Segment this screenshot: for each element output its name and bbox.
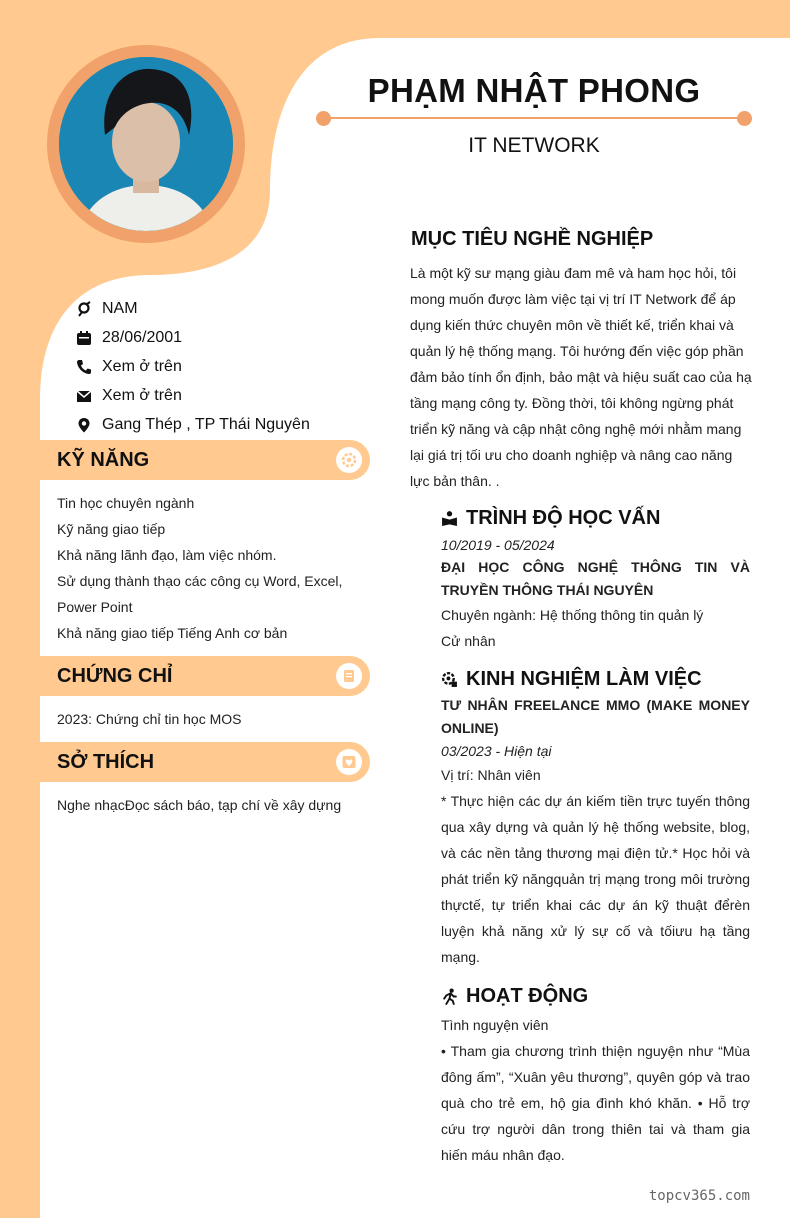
list-item: Kỹ năng giao tiếp xyxy=(57,521,166,537)
experience-entry xyxy=(441,694,750,970)
envelope-icon xyxy=(76,388,92,404)
book-reader-icon xyxy=(441,510,458,527)
email-value: Xem ở trên xyxy=(102,386,182,404)
list-item: Tin học chuyên ngành xyxy=(57,495,195,511)
objective-heading-text: MỤC TIÊU NGHỀ NGHIỆP xyxy=(411,228,654,250)
skills-heading: KỸ NĂNG xyxy=(57,449,150,471)
skills-list xyxy=(57,490,357,646)
hobbies-heading: SỞ THÍCH xyxy=(57,751,155,773)
certificates-heading: CHỨNG CHỈ xyxy=(57,665,173,687)
activities-heading xyxy=(441,985,588,1008)
certificates-list xyxy=(57,706,357,732)
email-row xyxy=(76,381,310,410)
experience-company: TƯ NHÂN FREELANCE MMO (MAKE MONEY ONLINE) xyxy=(441,697,750,736)
divider-dot-left xyxy=(316,111,331,126)
education-period: 10/2019 - 05/2024 xyxy=(441,537,555,553)
hobbies-text: Nghe nhạcĐọc sách báo, tạp chí về xây dựng xyxy=(57,797,342,813)
heart-icon xyxy=(341,754,357,770)
list-item: Khả năng lãnh đạo, làm việc nhóm. xyxy=(57,547,277,563)
gender-value: NAM xyxy=(102,299,138,317)
activities-heading-text: HOẠT ĐỘNG xyxy=(466,985,589,1007)
education-school: ĐẠI HỌC CÔNG NGHỆ THÔNG TIN VÀ TRUYỀN THÔNG THÁI NGUYÊN xyxy=(441,559,750,598)
certificates-badge xyxy=(336,663,362,689)
list-item: Sử dụng thành thạo các công cụ Word, Excel, Power Point xyxy=(57,573,343,615)
location-pin-icon xyxy=(76,417,92,433)
activities-entry xyxy=(441,1012,750,1168)
activities-description: • Tham gia chương trình thiện nguyện như “Mùa đông ấm”, “Xuân yêu thương”, quyên góp và trao quà cho trẻ em, hộ gia đình khó khăn. • Hỗ trợ cứu trợ người dân trong thiên tai và tham gia hiến máu nhân đạo. xyxy=(441,1043,750,1163)
skills-badge xyxy=(336,447,362,473)
candidate-name: PHẠM NHẬT PHONG xyxy=(367,72,701,109)
hobbies-section-header xyxy=(40,742,370,782)
experience-heading-text: KINH NGHIỆM LÀM VIỆC xyxy=(466,668,702,690)
title-divider xyxy=(324,117,744,119)
watermark-text: topcv365.com xyxy=(648,1188,750,1204)
calendar-icon xyxy=(76,330,92,346)
skills-section-header xyxy=(40,440,370,480)
education-heading-text: TRÌNH ĐỘ HỌC VẤN xyxy=(466,507,661,529)
education-entry xyxy=(441,534,750,654)
activities-role: Tình nguyện viên xyxy=(441,1017,549,1033)
phone-icon xyxy=(76,359,92,375)
birthdate-row xyxy=(76,323,310,352)
experience-period: 03/2023 - Hiện tại xyxy=(441,743,552,759)
list-item: 2023: Chứng chỉ tin học MOS xyxy=(57,711,242,727)
certificates-section-header xyxy=(40,656,370,696)
experience-heading xyxy=(441,668,702,691)
left-sidebar-strip xyxy=(0,0,40,1218)
objective-heading xyxy=(411,228,653,251)
avatar xyxy=(59,57,233,231)
avatar-person-icon xyxy=(59,57,233,231)
experience-description: * Thực hiện các dự án kiếm tiền trực tuyến thông qua xây dựng và quản lý hệ thống website, blog, và các nền tảng thương mại điện tử.* Học hỏi và phát triển kỹ năngquản trị mạng trong môi trường thựctế, tự triển khai các dự án kỹ thuật đểrèn luyện khả năng xử lý sự cố và tốiưu hạ tầng mạng. xyxy=(441,793,750,965)
hobbies-badge xyxy=(336,749,362,775)
gear-badge-icon xyxy=(341,452,357,468)
divider-dot-right xyxy=(737,111,752,126)
running-person-icon xyxy=(441,988,458,1005)
birthdate-value: 28/06/2001 xyxy=(102,328,183,346)
phone-row xyxy=(76,352,310,381)
education-degree: Cử nhân xyxy=(441,633,496,649)
list-item: Khả năng giao tiếp Tiếng Anh cơ bản xyxy=(57,625,288,641)
experience-position: Vị trí: Nhân viên xyxy=(441,767,541,783)
objective-text: Là một kỹ sư mạng giàu đam mê và ham học hỏi, tôi mong muốn được làm việc tại vị trí IT Network để áp dụng kiến thức chuyên môn về thiết kế, triển khai và quản lý hệ thống mạng. Tôi hướng đến việc góp phần đảm bảo tính ổn định, bảo mật và hiệu suất cao của hạ tầng mạng công ty. Đồng thời, tôi không ngừng phát triển kỹ năng và cập nhật công nghệ mới nhằm mang lại giá trị tối ưu cho doanh nghiệp và nâng cao năng lực bản thân. . xyxy=(410,265,752,489)
contact-info xyxy=(76,294,310,439)
gender-row xyxy=(76,294,310,323)
phone-value: Xem ở trên xyxy=(102,357,182,375)
education-major: Chuyên ngành: Hệ thống thông tin quản lý xyxy=(441,607,704,623)
address-row xyxy=(76,410,310,439)
education-heading xyxy=(441,507,660,530)
search-gear-icon xyxy=(441,671,458,688)
address-value: Gang Thép , TP Thái Nguyên xyxy=(102,415,310,433)
gender-icon xyxy=(76,301,92,317)
job-title: IT NETWORK xyxy=(468,134,600,157)
scroll-icon xyxy=(341,668,357,684)
